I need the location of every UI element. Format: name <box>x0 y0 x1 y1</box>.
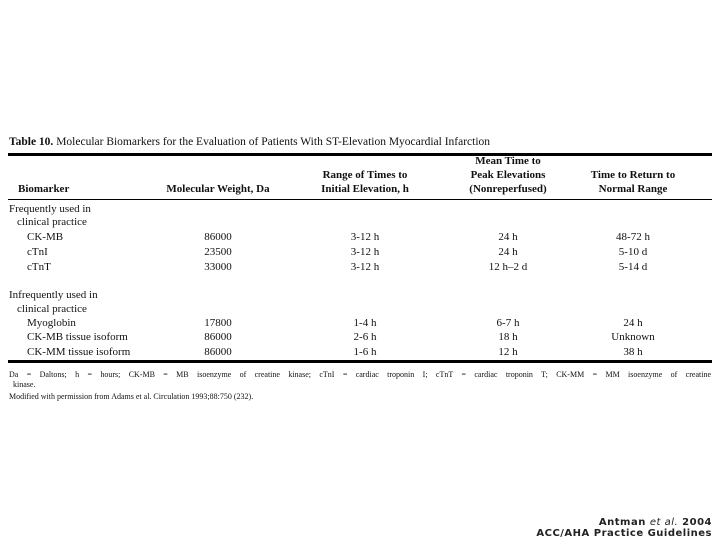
footer-author: Antman <box>598 517 646 528</box>
header-peak-line3: (Nonreperfused) <box>469 183 547 195</box>
cell-weight: 86000 <box>204 331 232 343</box>
bottom-rule <box>8 360 712 363</box>
cell-weight: 33000 <box>204 261 232 273</box>
header-peak-line2: Peak Elevations <box>470 169 546 181</box>
cell-weight: 23500 <box>204 246 232 258</box>
cell-peak: 12 h–2 d <box>488 261 528 273</box>
header-molecular-weight: Molecular Weight, Da <box>166 183 270 195</box>
cell-return: 38 h <box>623 346 643 358</box>
cell-return: 5-10 d <box>618 246 648 258</box>
cell-name: cTnT <box>27 261 51 273</box>
cell-return: 48-72 h <box>616 231 650 243</box>
footer-etal: et al. <box>649 517 679 528</box>
cell-name: CK-MM tissue isoform <box>27 346 131 358</box>
footer-guidelines: ACC/AHA Practice Guidelines <box>536 528 712 539</box>
footnote-abbreviations-line2: kinase. <box>13 380 36 389</box>
group-label-infrequent-line2: clinical practice <box>17 303 87 315</box>
header-range-line1: Range of Times to <box>322 169 408 181</box>
footnote-abbreviations: Da = Daltons; h = hours; CK-MB = MB isoenzyme of creatine kinase; cTnI = cardiac troponin I; cTnT = cardiac troponin T; CK-MM = MM isoenzyme of creatine <box>9 370 711 379</box>
cell-peak: 24 h <box>498 246 518 258</box>
table-title-text: Molecular Biomarkers for the Evaluation of Patients With ST-Elevation Myocardial Infarction <box>56 136 491 148</box>
header-return <box>591 168 675 196</box>
cell-name: CK-MB <box>27 231 64 243</box>
group-label-frequent: Frequently used in <box>9 203 91 215</box>
cell-name: Myoglobin <box>27 317 76 329</box>
cell-return: Unknown <box>611 331 655 343</box>
cell-range: 3-12 h <box>350 231 380 243</box>
cell-range: 2-6 h <box>353 331 377 343</box>
table-number: Table 10. <box>9 136 54 148</box>
cell-weight: 17800 <box>204 317 232 329</box>
top-rule <box>8 153 712 156</box>
header-range-line2: Initial Elevation, h <box>321 183 409 195</box>
header-return-line2: Normal Range <box>598 183 668 195</box>
cell-peak: 18 h <box>498 331 518 343</box>
footer-year: 2004 <box>682 517 712 528</box>
cell-weight: 86000 <box>204 346 232 358</box>
cell-range: 3-12 h <box>350 246 380 258</box>
cell-name: CK-MB tissue isoform <box>27 331 128 343</box>
table-title <box>9 136 490 148</box>
footer-citation <box>599 517 712 528</box>
cell-return: 5-14 d <box>618 261 648 273</box>
group-label-infrequent: Infrequently used in <box>9 289 98 301</box>
cell-name: cTnI <box>27 246 48 258</box>
cell-range: 1-4 h <box>353 317 377 329</box>
cell-range: 3-12 h <box>350 261 380 273</box>
footnote-source: Modified with permission from Adams et al. Circulation 1993;88:750 (232). <box>9 392 254 401</box>
header-biomarker: Biomarker <box>18 183 70 195</box>
cell-return: 24 h <box>623 317 643 329</box>
cell-peak: 24 h <box>498 231 518 243</box>
header-range <box>321 168 409 196</box>
cell-weight: 86000 <box>204 231 232 243</box>
cell-peak: 12 h <box>498 346 518 358</box>
cell-range: 1-6 h <box>353 346 377 358</box>
group-label-frequent-line2: clinical practice <box>17 216 87 228</box>
header-peak-line1: Mean Time to <box>475 155 541 167</box>
cell-peak: 6-7 h <box>496 317 520 329</box>
header-return-line1: Time to Return to <box>590 169 676 181</box>
header-peak <box>469 154 546 196</box>
header-rule <box>8 199 712 200</box>
